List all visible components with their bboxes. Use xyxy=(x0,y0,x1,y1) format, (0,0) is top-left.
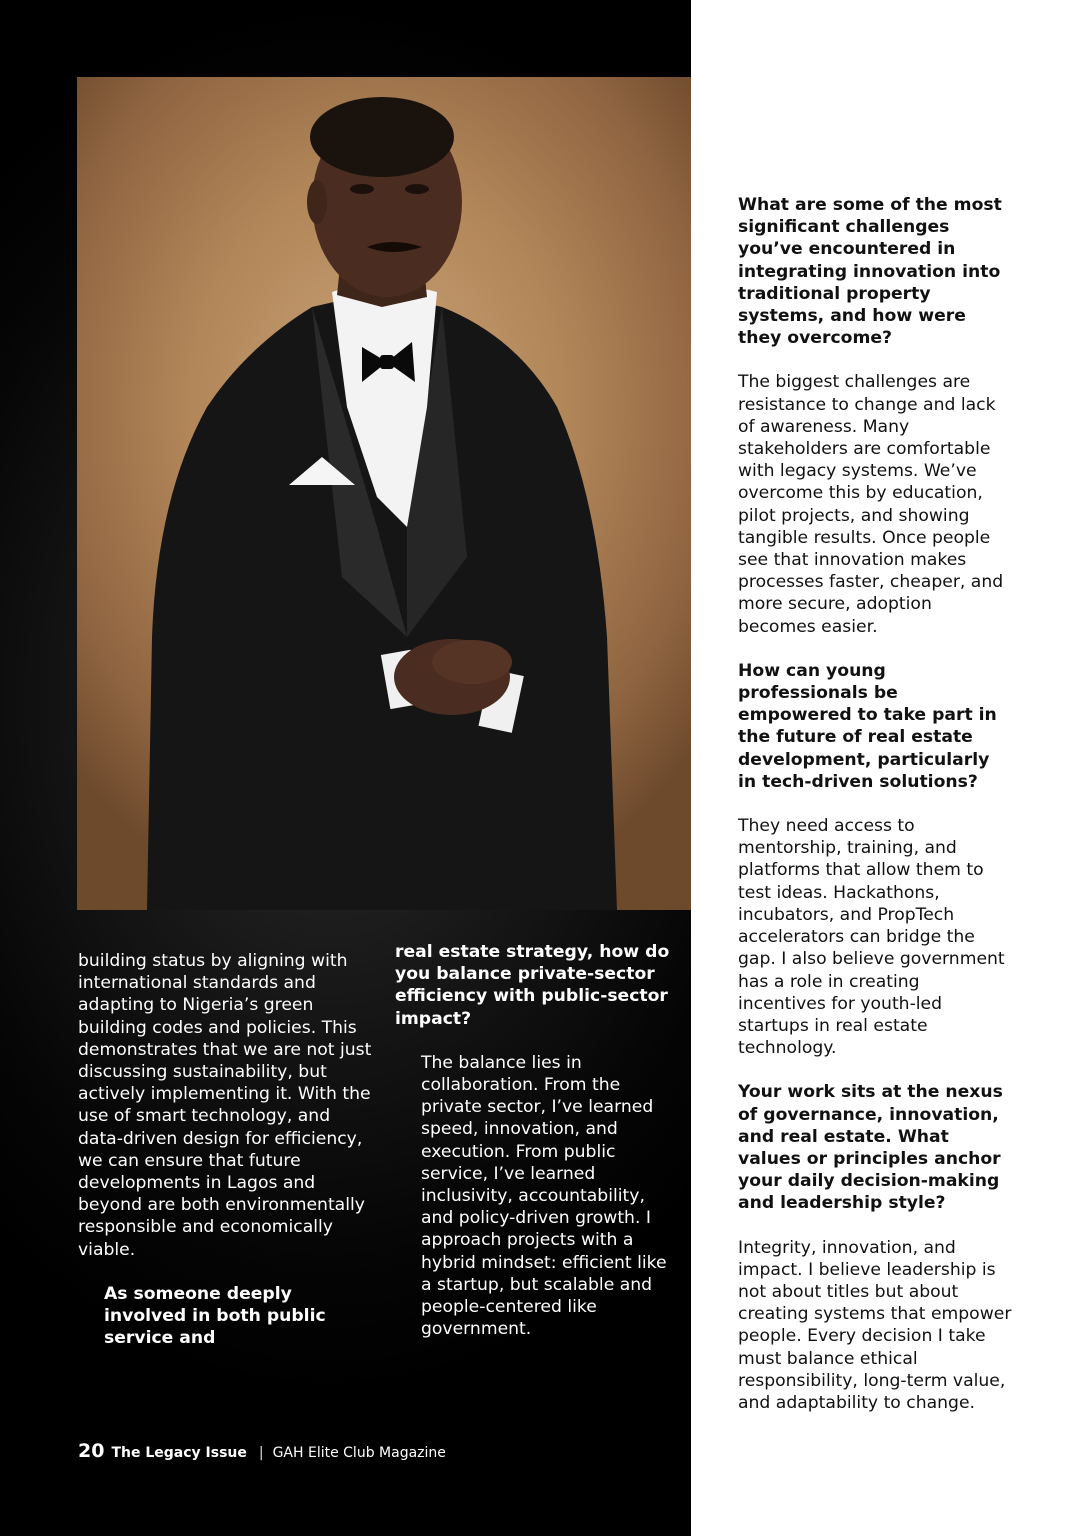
article-column-2 xyxy=(395,941,680,1340)
question-heading: What are some of the most significant challenges you’ve encountered in integrating innovation into traditional property systems, and how were they overcome? xyxy=(738,195,1002,349)
answer-paragraph: building status by aligning with international standards and adapting to Nigeria’s green building codes and policies. This demonstrates that we are not just discussing sustainability, but actively implementing it. With the use of smart technology, and data-driven design for efficiency, we can ensure that future developments in Lagos and beyond are both environmentally responsible and economically viable. xyxy=(78,951,372,1260)
answer-paragraph: The balance lies in collaboration. From the private sector, I’ve learned speed, innovation, and execution. From public service, I’ve learned inclusivity, accountability, and policy-driven growth. I approach projects with a hybrid mindset: efficient like a startup, but scalable and people-centered like government. xyxy=(421,1052,667,1340)
article-column-1 xyxy=(78,950,378,1349)
page-number: 20 xyxy=(78,1440,105,1462)
magazine-name: GAH Elite Club Magazine xyxy=(272,1445,446,1461)
portrait-photo xyxy=(77,77,691,910)
answer-paragraph: The biggest challenges are resistance to change and lack of awareness. Many stakeholders are comfortable with legacy systems. We’ve overcome this by education, pilot projects, and showing tangible results. Once people see that innovation makes processes faster, cheaper, and more secure, adoption becomes easier. xyxy=(738,372,1004,637)
answer-paragraph: Integrity, innovation, and impact. I believe leadership is not about titles but about creating systems that empower people. Every decision I take must balance ethical responsibility, long-term value, and adaptability to change. xyxy=(738,1237,1012,1413)
page-footer xyxy=(78,1440,446,1462)
question-heading: real estate strategy, how do you balance private-sector efficiency with public-sector impact? xyxy=(395,942,670,1029)
portrait-illustration xyxy=(77,77,691,910)
question-heading: As someone deeply involved in both public service and xyxy=(104,1283,326,1349)
answer-paragraph: They need access to mentorship, training, and platforms that allow them to test ideas. Hackathons, incubators, and PropTech accelerators can bridge the gap. I also believe government has a role in creating incentives for youth-led startups in real estate technology. xyxy=(738,816,1005,1059)
footer-separator: | xyxy=(258,1445,264,1461)
issue-title: The Legacy Issue xyxy=(111,1445,247,1461)
article-column-3 xyxy=(712,194,1012,1414)
question-heading: How can young professionals be empowered to take part in the future of real estate development, particularly in tech-driven solutions? xyxy=(738,660,997,792)
question-heading: Your work sits at the nexus of governance, innovation, and real estate. What values or principles anchor your daily decision-making and leadership style? xyxy=(738,1082,1003,1214)
